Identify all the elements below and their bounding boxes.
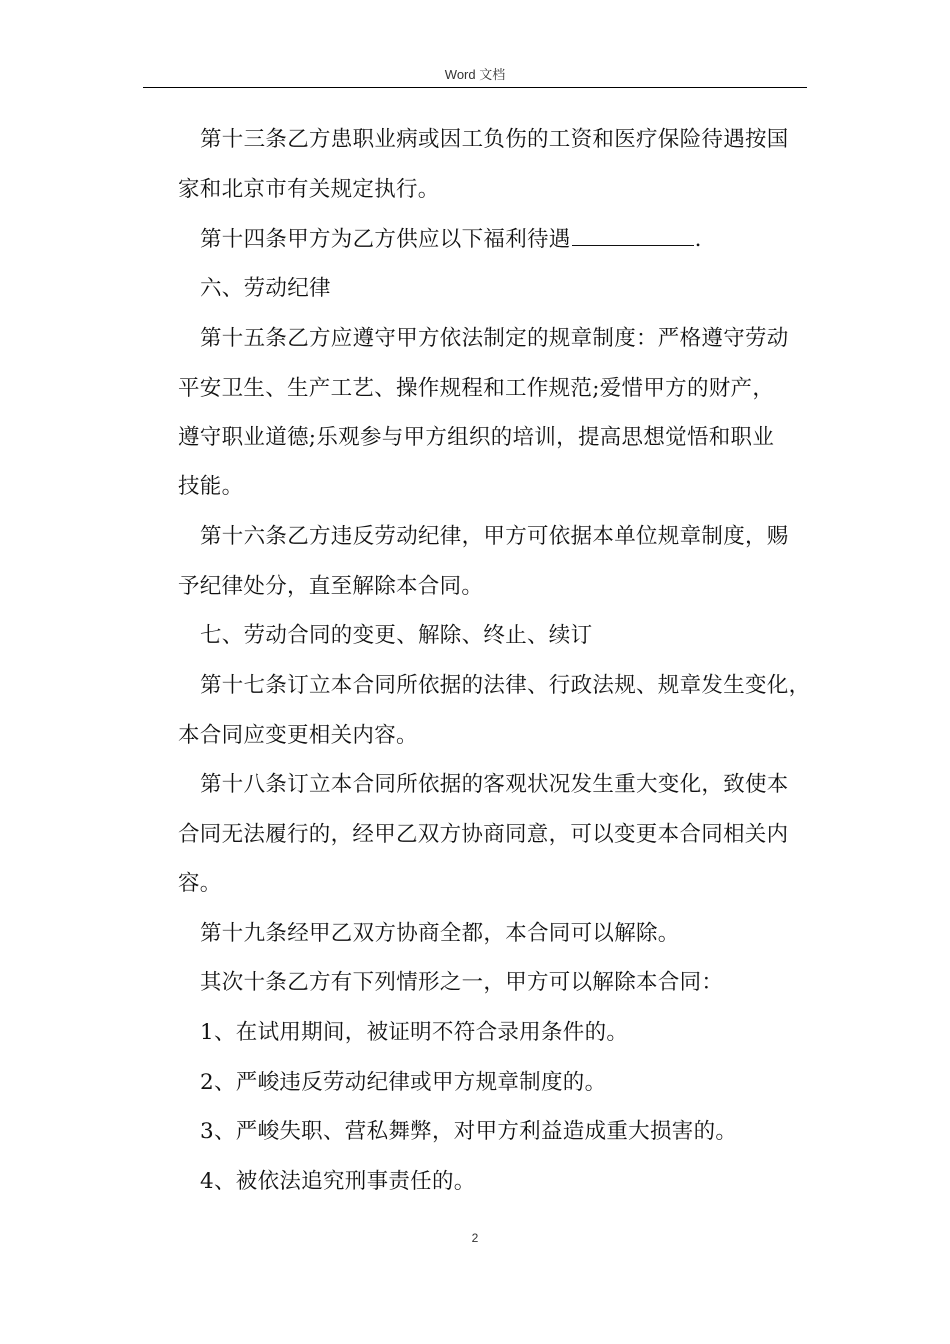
paragraph-line: 合同无法履行的，经甲乙双方协商同意，可以变更本合同相关内 xyxy=(178,822,789,847)
fill-in-blank xyxy=(572,225,694,246)
paragraph-line: 家和北京市有关规定执行。 xyxy=(178,177,440,202)
paragraph-line-with-blank xyxy=(200,225,702,255)
paragraph-suffix: . xyxy=(694,227,702,252)
paragraph-line: 第十六条乙方违反劳动纪律，甲方可依据本单位规章制度，赐 xyxy=(200,524,789,549)
list-item: 2、严峻违反劳动纪律或甲方规章制度的。 xyxy=(200,1070,607,1095)
paragraph-line: 技能。 xyxy=(178,474,244,499)
paragraph-text: 第十四条甲方为乙方供应以下福利待遇 xyxy=(200,227,571,252)
paragraph-line: 容。 xyxy=(178,871,222,896)
paragraph-line: 予纪律处分，直至解除本合同。 xyxy=(178,574,484,599)
paragraph-line: 遵守职业道德;乐观参与甲方组织的培训，提高思想觉悟和职业 xyxy=(178,425,775,450)
paragraph-line: 第十九条经甲乙双方协商全都，本合同可以解除。 xyxy=(200,921,680,946)
paragraph-line: 平安卫生、生产工艺、操作规程和工作规范;爱惜甲方的财产， xyxy=(178,376,775,401)
list-item: 1、在试用期间，被证明不符合录用条件的。 xyxy=(200,1020,629,1045)
page-number: 2 xyxy=(471,1231,479,1245)
document-header-title: Word 文档 xyxy=(444,67,506,82)
paragraph-line: 其次十条乙方有下列情形之一，甲方可以解除本合同： xyxy=(200,970,724,995)
section-heading: 七、劳动合同的变更、解除、终止、续订 xyxy=(200,623,593,648)
paragraph-line: 本合同应变更相关内容。 xyxy=(178,723,418,748)
list-item: 3、严峻失职、营私舞弊，对甲方利益造成重大损害的。 xyxy=(200,1119,738,1144)
paragraph-line: 第十七条订立本合同所依据的法律、行政法规、规章发生变化， xyxy=(200,673,811,698)
paragraph-line: 第十八条订立本合同所依据的客观状况发生重大变化，致使本 xyxy=(200,772,789,797)
header-divider xyxy=(143,87,807,88)
paragraph-line: 第十五条乙方应遵守甲方依法制定的规章制度：严格遵守劳动 xyxy=(200,326,789,351)
list-item: 4、被依法追究刑事责任的。 xyxy=(200,1169,476,1194)
section-heading: 六、劳动纪律 xyxy=(200,276,331,301)
paragraph-line: 第十三条乙方患职业病或因工负伤的工资和医疗保险待遇按国 xyxy=(200,127,789,152)
